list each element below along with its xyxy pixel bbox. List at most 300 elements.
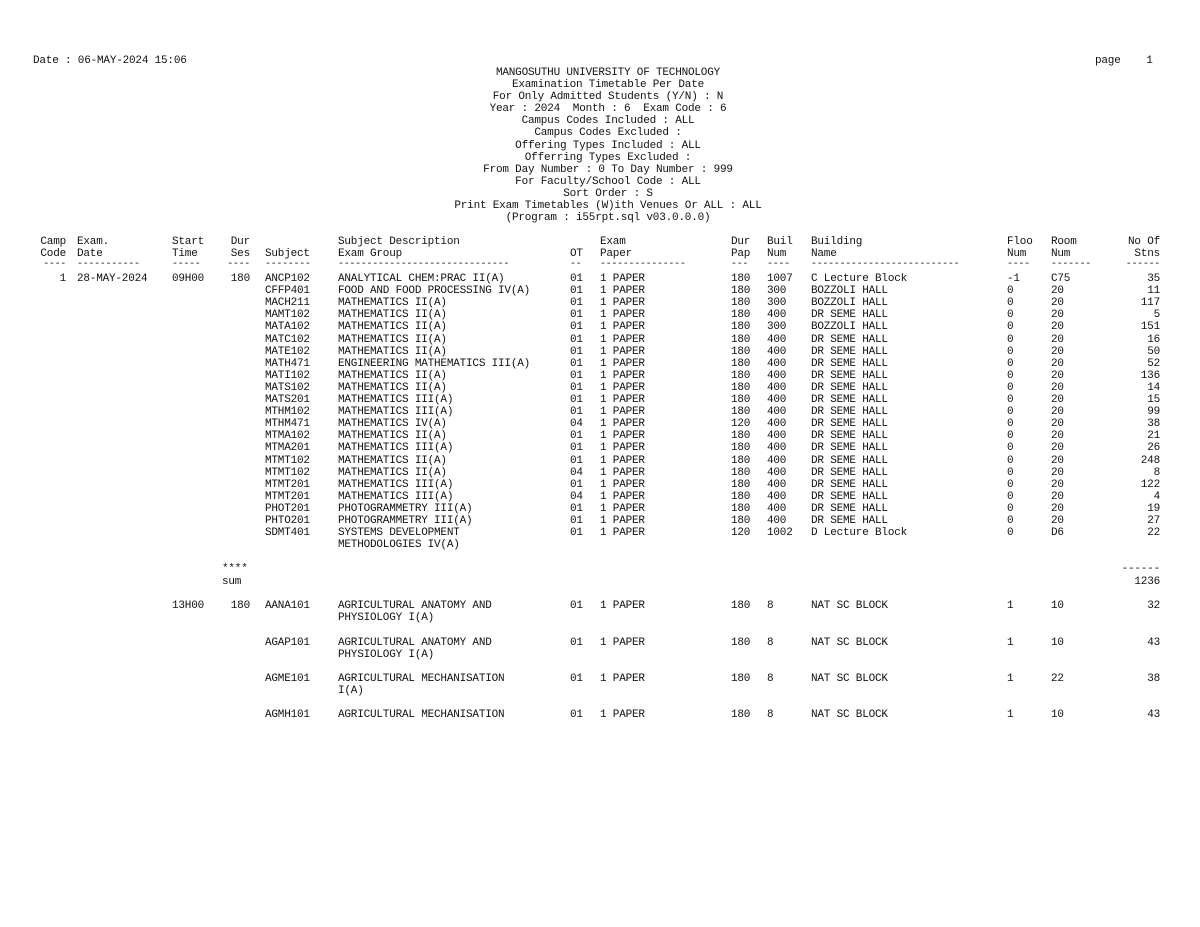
subject-description: ANALYTICAL CHEM:PRAC II(A) (338, 273, 505, 285)
subject-code: CFFP401 (265, 285, 310, 297)
offering-type: 01 (570, 346, 583, 358)
room-number: 10 (1051, 709, 1064, 721)
offering-type: 01 (570, 394, 583, 406)
column-header-buil: Num (767, 248, 787, 260)
offering-type: 01 (570, 297, 583, 309)
exam-date: 28-MAY-2024 (77, 273, 148, 285)
paper-duration: 180 (731, 382, 751, 394)
subject-description: PHOTOGRAMMETRY III(A) (338, 515, 473, 527)
room-number: 20 (1051, 406, 1064, 418)
offering-type: 01 (570, 637, 583, 649)
floor-number: 0 (1007, 455, 1014, 467)
offering-type: 01 (570, 479, 583, 491)
paper-duration: 180 (731, 479, 751, 491)
exam-paper: 1 PAPER (600, 527, 645, 539)
subject-description: MATHEMATICS II(A) (338, 309, 447, 321)
paper-duration: 180 (731, 334, 751, 346)
exam-paper: 1 PAPER (600, 637, 645, 649)
column-underline: -- (570, 259, 582, 270)
column-header-desc: Exam Group (338, 248, 403, 260)
building-number: 8 (767, 637, 774, 649)
building-number: 8 (767, 600, 774, 612)
room-number: 20 (1051, 370, 1064, 382)
offering-type: 01 (570, 309, 583, 321)
subject-description: MATHEMATICS II(A) (338, 321, 447, 333)
student-count: 5 (1153, 309, 1160, 321)
room-number: C75 (1051, 273, 1071, 285)
report-date: Date : 06-MAY-2024 15:06 (33, 55, 187, 67)
student-count: 117 (1140, 297, 1160, 309)
student-count: 19 (1147, 503, 1160, 515)
column-underline: ----------- (77, 259, 140, 270)
paper-duration: 180 (731, 673, 751, 685)
building-number: 400 (767, 515, 787, 527)
building-number: 400 (767, 406, 787, 418)
column-underline: ---- (43, 259, 66, 270)
param-campus-included: Campus Codes Included : ALL (521, 115, 695, 128)
paper-duration: 120 (731, 418, 751, 430)
student-count: 32 (1147, 600, 1160, 612)
subject-description: ENGINEERING MATHEMATICS III(A) (338, 358, 531, 370)
column-underline: ---- (767, 259, 790, 270)
subject-code: MATC102 (265, 334, 310, 346)
room-number: 20 (1051, 346, 1064, 358)
building-number: 400 (767, 467, 787, 479)
exam-paper: 1 PAPER (600, 370, 645, 382)
student-count: 16 (1147, 334, 1160, 346)
exam-paper: 1 PAPER (600, 358, 645, 370)
building-name: NAT SC BLOCK (811, 600, 888, 612)
subject-code: MTMA201 (265, 442, 310, 454)
room-number: 20 (1051, 491, 1064, 503)
building-name: BOZZOLI HALL (811, 321, 888, 333)
building-number: 300 (767, 297, 787, 309)
student-count: 136 (1140, 370, 1160, 382)
column-underline: ------------------------------ (338, 259, 510, 270)
building-name: DR SEME HALL (811, 491, 888, 503)
student-count: 21 (1147, 430, 1160, 442)
subject-code: MTHM102 (265, 406, 310, 418)
param-offering-excluded: Offerring Types Excluded : (524, 151, 692, 164)
subject-code: AGMH101 (265, 709, 310, 721)
subject-code: MTMT102 (265, 467, 310, 479)
paper-duration: 180 (731, 491, 751, 503)
subject-code: MACH211 (265, 297, 310, 309)
subtotal-value: 1236 (1134, 576, 1160, 588)
subject-description: MATHEMATICS II(A) (338, 467, 447, 479)
building-name: DR SEME HALL (811, 370, 888, 382)
exam-paper: 1 PAPER (600, 309, 645, 321)
building-number: 400 (767, 382, 787, 394)
building-number: 400 (767, 503, 787, 515)
subject-description: AGRICULTURAL ANATOMY AND (338, 637, 492, 649)
student-count: 38 (1147, 418, 1160, 430)
column-header-durses: Ses (230, 248, 250, 260)
subject-description-continued: PHYSIOLOGY I(A) (338, 649, 435, 661)
subject-description-continued: I(A) (338, 685, 364, 697)
subject-description: MATHEMATICS III(A) (338, 406, 454, 418)
paper-duration: 180 (731, 467, 751, 479)
paper-duration: 180 (731, 503, 751, 515)
column-underline: --- (731, 259, 749, 270)
subject-description-continued: PHYSIOLOGY I(A) (338, 612, 435, 624)
subject-description: MATHEMATICS II(A) (338, 430, 447, 442)
paper-duration: 180 (731, 394, 751, 406)
offering-type: 01 (570, 370, 583, 382)
subject-description: PHOTOGRAMMETRY III(A) (338, 503, 473, 515)
subject-code: MTMT102 (265, 455, 310, 467)
column-header-floor: Floo (1007, 236, 1033, 248)
offering-type: 01 (570, 382, 583, 394)
column-underline: ---- (227, 259, 250, 270)
exam-paper: 1 PAPER (600, 673, 645, 685)
subject-code: MAMT102 (265, 309, 310, 321)
column-header-ot: OT (570, 248, 583, 260)
building-number: 400 (767, 491, 787, 503)
offering-type: 01 (570, 709, 583, 721)
column-header-paper: Exam (600, 236, 626, 248)
room-number: 20 (1051, 418, 1064, 430)
building-name: DR SEME HALL (811, 394, 888, 406)
floor-number: 0 (1007, 321, 1014, 333)
subject-description: MATHEMATICS III(A) (338, 394, 454, 406)
column-header-room: Num (1051, 248, 1071, 260)
student-count: 15 (1147, 394, 1160, 406)
floor-number: 0 (1007, 491, 1014, 503)
student-count: 26 (1147, 442, 1160, 454)
building-name: D Lecture Block (811, 527, 908, 539)
exam-paper: 1 PAPER (600, 273, 645, 285)
offering-type: 01 (570, 430, 583, 442)
building-number: 400 (767, 455, 787, 467)
column-header-date: Exam. (77, 236, 110, 248)
student-count: 38 (1147, 673, 1160, 685)
exam-paper: 1 PAPER (600, 382, 645, 394)
param-day-range: From Day Number : 0 To Day Number : 999 (483, 163, 733, 176)
subject-code: PHTO201 (265, 515, 310, 527)
room-number: D6 (1051, 527, 1064, 539)
session-duration: 180 (230, 600, 250, 612)
floor-number: 1 (1007, 673, 1014, 685)
column-header-camp: Code (40, 248, 66, 260)
subtotal-marker: **** (222, 563, 248, 575)
column-underline: -------- (265, 259, 311, 270)
subject-description-continued: METHODOLOGIES IV(A) (338, 539, 460, 551)
column-header-stns: Stns (1134, 248, 1160, 260)
building-name: BOZZOLI HALL (811, 297, 888, 309)
student-count: 52 (1147, 358, 1160, 370)
building-name: DR SEME HALL (811, 334, 888, 346)
column-header-camp: Camp (40, 236, 66, 248)
student-count: 14 (1147, 382, 1160, 394)
offering-type: 04 (570, 418, 583, 430)
offering-type: 01 (570, 358, 583, 370)
session-duration: 180 (230, 273, 250, 285)
building-name: NAT SC BLOCK (811, 673, 888, 685)
student-count: 8 (1153, 467, 1160, 479)
floor-number: 0 (1007, 527, 1014, 539)
building-number: 400 (767, 358, 787, 370)
column-header-floor: Num (1007, 248, 1027, 260)
param-program: (Program : i55rpt.sql v03.0.0.0) (505, 212, 711, 225)
param-year-month: Year : 2024 Month : 6 Exam Code : 6 (489, 103, 727, 116)
exam-paper: 1 PAPER (600, 467, 645, 479)
student-count: 248 (1140, 455, 1160, 467)
column-header-durpap: Dur (731, 236, 751, 248)
start-time: 13H00 (172, 600, 205, 612)
floor-number: 0 (1007, 370, 1014, 382)
exam-paper: 1 PAPER (600, 491, 645, 503)
report-name: Examination Timetable Per Date (511, 79, 705, 92)
floor-number: 0 (1007, 285, 1014, 297)
building-number: 400 (767, 309, 787, 321)
exam-paper: 1 PAPER (600, 406, 645, 418)
room-number: 20 (1051, 297, 1064, 309)
floor-number: 0 (1007, 479, 1014, 491)
subject-description: AGRICULTURAL MECHANISATION (338, 709, 505, 721)
building-name: DR SEME HALL (811, 479, 888, 491)
subject-code: MATS201 (265, 394, 310, 406)
building-name: DR SEME HALL (811, 442, 888, 454)
room-number: 20 (1051, 455, 1064, 467)
floor-number: 0 (1007, 394, 1014, 406)
building-name: DR SEME HALL (811, 455, 888, 467)
offering-type: 01 (570, 515, 583, 527)
column-underline: --------------- (600, 259, 686, 270)
building-name: DR SEME HALL (811, 503, 888, 515)
paper-duration: 180 (731, 709, 751, 721)
column-underline: ------ (1125, 259, 1160, 270)
subject-code: MATS102 (265, 382, 310, 394)
floor-number: 0 (1007, 334, 1014, 346)
floor-number: 0 (1007, 515, 1014, 527)
floor-number: 0 (1007, 442, 1014, 454)
exam-paper: 1 PAPER (600, 455, 645, 467)
room-number: 22 (1051, 673, 1064, 685)
building-name: DR SEME HALL (811, 406, 888, 418)
building-name: BOZZOLI HALL (811, 285, 888, 297)
subject-description: MATHEMATICS II(A) (338, 334, 447, 346)
building-number: 400 (767, 346, 787, 358)
building-name: NAT SC BLOCK (811, 709, 888, 721)
paper-duration: 180 (731, 406, 751, 418)
paper-duration: 180 (731, 346, 751, 358)
exam-paper: 1 PAPER (600, 334, 645, 346)
room-number: 20 (1051, 515, 1064, 527)
subject-code: AANA101 (265, 600, 310, 612)
floor-number: 0 (1007, 503, 1014, 515)
building-number: 400 (767, 370, 787, 382)
subject-description: MATHEMATICS II(A) (338, 455, 447, 467)
room-number: 20 (1051, 358, 1064, 370)
subject-description: MATHEMATICS II(A) (338, 297, 447, 309)
campus-code: 1 (59, 273, 66, 285)
exam-paper: 1 PAPER (600, 442, 645, 454)
floor-number: 0 (1007, 346, 1014, 358)
paper-duration: 180 (731, 309, 751, 321)
column-header-buil: Buil (767, 236, 793, 248)
paper-duration: 180 (731, 273, 751, 285)
offering-type: 01 (570, 600, 583, 612)
column-header-durses: Dur (230, 236, 250, 248)
student-count: 43 (1147, 709, 1160, 721)
column-header-room: Room (1051, 236, 1077, 248)
subject-description: AGRICULTURAL MECHANISATION (338, 673, 505, 685)
subject-description: MATHEMATICS IV(A) (338, 418, 447, 430)
column-underline: -------------------------- (811, 259, 960, 270)
subject-code: AGAP101 (265, 637, 310, 649)
offering-type: 04 (570, 491, 583, 503)
building-name: DR SEME HALL (811, 430, 888, 442)
paper-duration: 180 (731, 515, 751, 527)
param-offering-included: Offering Types Included : ALL (515, 139, 701, 152)
exam-paper: 1 PAPER (600, 394, 645, 406)
param-faculty: For Faculty/School Code : ALL (515, 175, 701, 188)
student-count: 11 (1147, 285, 1160, 297)
student-count: 27 (1147, 515, 1160, 527)
building-name: DR SEME HALL (811, 358, 888, 370)
building-name: DR SEME HALL (811, 309, 888, 321)
building-name: DR SEME HALL (811, 467, 888, 479)
building-name: C Lecture Block (811, 273, 908, 285)
offering-type: 01 (570, 285, 583, 297)
building-number: 400 (767, 394, 787, 406)
column-header-durpap: Pap (731, 248, 751, 260)
floor-number: 0 (1007, 382, 1014, 394)
subject-description: MATHEMATICS II(A) (338, 346, 447, 358)
exam-paper: 1 PAPER (600, 346, 645, 358)
exam-paper: 1 PAPER (600, 418, 645, 430)
subject-code: MATH471 (265, 358, 310, 370)
column-header-stns: No Of (1127, 236, 1160, 248)
subject-code: PHOT201 (265, 503, 310, 515)
room-number: 20 (1051, 503, 1064, 515)
student-count: 122 (1140, 479, 1160, 491)
floor-number: 0 (1007, 358, 1014, 370)
floor-number: 0 (1007, 467, 1014, 479)
paper-duration: 180 (731, 358, 751, 370)
exam-paper: 1 PAPER (600, 503, 645, 515)
subject-description: AGRICULTURAL ANATOMY AND (338, 600, 492, 612)
exam-paper: 1 PAPER (600, 285, 645, 297)
column-header-start: Time (172, 248, 198, 260)
room-number: 20 (1051, 467, 1064, 479)
student-count: 4 (1153, 491, 1160, 503)
building-name: DR SEME HALL (811, 346, 888, 358)
subtotal-underline: ------ (1121, 563, 1160, 575)
room-number: 20 (1051, 430, 1064, 442)
room-number: 20 (1051, 334, 1064, 346)
paper-duration: 120 (731, 527, 751, 539)
exam-paper: 1 PAPER (600, 321, 645, 333)
building-number: 400 (767, 442, 787, 454)
student-count: 50 (1147, 346, 1160, 358)
room-number: 20 (1051, 321, 1064, 333)
room-number: 10 (1051, 600, 1064, 612)
offering-type: 01 (570, 503, 583, 515)
column-underline: ------- (1051, 259, 1091, 270)
building-number: 1002 (767, 527, 793, 539)
exam-paper: 1 PAPER (600, 297, 645, 309)
subject-description: MATHEMATICS II(A) (338, 382, 447, 394)
floor-number: 0 (1007, 309, 1014, 321)
column-underline: ----- (172, 259, 201, 270)
floor-number: 1 (1007, 709, 1014, 721)
subject-description: MATHEMATICS III(A) (338, 479, 454, 491)
student-count: 35 (1147, 273, 1160, 285)
exam-paper: 1 PAPER (600, 600, 645, 612)
offering-type: 01 (570, 273, 583, 285)
column-header-desc: Subject Description (338, 236, 460, 248)
subject-description: MATHEMATICS II(A) (338, 370, 447, 382)
floor-number: 0 (1007, 297, 1014, 309)
column-header-start: Start (172, 236, 205, 248)
floor-number: 1 (1007, 637, 1014, 649)
paper-duration: 180 (731, 285, 751, 297)
exam-paper: 1 PAPER (600, 430, 645, 442)
subject-code: SDMT401 (265, 527, 310, 539)
paper-duration: 180 (731, 442, 751, 454)
param-admitted: For Only Admitted Students (Y/N) : N (492, 91, 724, 104)
subject-code: MTHM471 (265, 418, 310, 430)
student-count: 151 (1140, 321, 1160, 333)
paper-duration: 180 (731, 370, 751, 382)
building-number: 8 (767, 709, 774, 721)
offering-type: 01 (570, 673, 583, 685)
floor-number: 0 (1007, 430, 1014, 442)
room-number: 20 (1051, 309, 1064, 321)
offering-type: 01 (570, 321, 583, 333)
subject-description: FOOD AND FOOD PROCESSING IV(A) (338, 285, 531, 297)
column-header-bname: Name (811, 248, 837, 260)
building-number: 8 (767, 673, 774, 685)
student-count: 99 (1147, 406, 1160, 418)
column-header-bname: Building (811, 236, 863, 248)
paper-duration: 180 (731, 637, 751, 649)
offering-type: 01 (570, 406, 583, 418)
subject-code: ANCP102 (265, 273, 310, 285)
floor-number: 0 (1007, 418, 1014, 430)
page-number: page 1 (1095, 55, 1153, 67)
subject-description: MATHEMATICS III(A) (338, 491, 454, 503)
subject-code: MTMT201 (265, 479, 310, 491)
building-name: NAT SC BLOCK (811, 637, 888, 649)
floor-number: 1 (1007, 600, 1014, 612)
param-print-venues: Print Exam Timetables (W)ith Venues Or ALL : ALL (454, 200, 762, 213)
report-title-block (300, 67, 916, 224)
building-name: DR SEME HALL (811, 418, 888, 430)
offering-type: 04 (570, 467, 583, 479)
offering-type: 01 (570, 455, 583, 467)
offering-type: 01 (570, 527, 583, 539)
subtotal-label: sum (222, 576, 242, 588)
building-number: 400 (767, 418, 787, 430)
paper-duration: 180 (731, 321, 751, 333)
subject-code: MTMT201 (265, 491, 310, 503)
building-name: DR SEME HALL (811, 382, 888, 394)
exam-paper: 1 PAPER (600, 515, 645, 527)
param-sort-order: Sort Order : S (563, 187, 653, 200)
param-campus-excluded: Campus Codes Excluded : (534, 127, 682, 140)
exam-paper: 1 PAPER (600, 709, 645, 721)
room-number: 20 (1051, 394, 1064, 406)
column-header-paper: Paper (600, 248, 633, 260)
offering-type: 01 (570, 334, 583, 346)
university-title: MANGOSUTHU UNIVERSITY OF TECHNOLOGY (495, 67, 721, 79)
subject-code: MTMA102 (265, 430, 310, 442)
floor-number: -1 (1007, 273, 1020, 285)
subject-description: MATHEMATICS III(A) (338, 442, 454, 454)
